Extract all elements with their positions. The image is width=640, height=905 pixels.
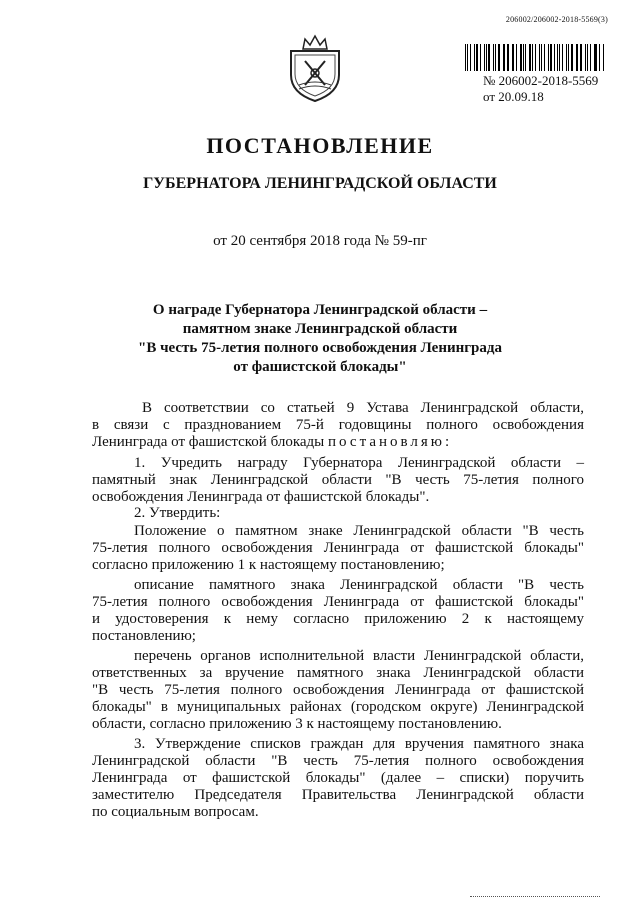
heading-line: от фашистской блокады" — [233, 359, 407, 375]
barcode-bar — [498, 44, 500, 71]
barcode-bar — [550, 44, 552, 71]
barcode-bar — [595, 44, 596, 71]
text-line: области, согласно приложению 3 к настоящему постановлению. — [92, 716, 502, 732]
registration-number: № 206002-2018-5569 — [483, 73, 599, 88]
barcode-bar — [532, 44, 533, 71]
barcode-bar — [568, 44, 569, 71]
barcode-bar — [488, 44, 489, 71]
barcode-bar — [484, 44, 485, 71]
paragraph-preamble — [92, 400, 584, 451]
heading-line: "В честь 75-летия полного освобождения Ленинграда — [138, 340, 502, 356]
barcode-bar — [541, 44, 542, 71]
barcode-bar — [544, 44, 545, 71]
barcode-bar — [594, 44, 595, 71]
text-line: Положение о памятном знаке Ленинградской области "В честь — [134, 523, 584, 539]
document-subtitle: ГУБЕРНАТОРА ЛЕНИНГРАДСКОЙ ОБЛАСТИ — [143, 175, 497, 192]
barcode-bar — [474, 44, 475, 71]
text-line: заместителю Председателя Правительства Ленинградской области — [92, 787, 584, 803]
barcode-bar — [507, 44, 508, 71]
barcode-bar — [577, 44, 578, 71]
text-line: 2. Утвердить: — [134, 505, 221, 521]
barcode-bar — [599, 44, 600, 71]
text-line: В соответствии со статьей 9 Устава Ленинградской области, — [142, 400, 584, 416]
barcode-bar — [512, 44, 513, 71]
barcode-bar — [480, 44, 481, 71]
text-line: Ленинградской области "В честь 75-летия полного освобождения — [92, 753, 584, 769]
barcode — [465, 44, 605, 71]
text-fragment: Ленинграда от фашистской блокады — [92, 434, 325, 450]
text-line: "В честь 75-летия полного освобождения Ленинграда от фашистской — [92, 682, 584, 698]
footer-divider — [470, 896, 600, 897]
barcode-bar — [495, 44, 496, 71]
barcode-bar — [516, 44, 517, 71]
text-line: памятный знак Ленинградской области "В честь 75-летия полного — [92, 472, 584, 488]
barcode-bar — [590, 44, 591, 71]
registration-date: от 20.09.18 — [483, 89, 544, 104]
barcode-bar — [580, 44, 582, 71]
text-line: в связи с празднованием 75-й годовщины полного освобождения — [92, 417, 584, 433]
barcode-bar — [493, 44, 494, 71]
document-date: от 20 сентября 2018 года № 59-пг — [213, 233, 427, 249]
text-line: блокады" в муниципальных районах (городском округе) Ленинградской — [92, 699, 584, 715]
barcode-bar — [587, 44, 588, 71]
barcode-bar — [554, 44, 555, 71]
paragraph-2-item-2 — [92, 577, 584, 645]
barcode-bar — [523, 44, 524, 71]
paragraph-1 — [92, 455, 584, 506]
text-line: 3. Утверждение списков граждан для вручения памятного знака — [134, 736, 584, 752]
text-line: и удостоверения к нему согласно приложению 2 к настоящему — [92, 611, 584, 627]
paragraph-2 — [92, 505, 584, 522]
document-code: 206002/206002-2018-5569(3) — [505, 15, 608, 24]
barcode-bar — [525, 44, 526, 71]
barcode-bar — [486, 44, 487, 71]
coat-of-arms-emblem — [285, 33, 345, 103]
barcode-bar — [557, 44, 558, 71]
barcode-bar — [504, 44, 505, 71]
barcode-bar — [470, 44, 471, 71]
text-line: 75-летия полного освобождения Ленинграда от фашистской блокады" — [92, 540, 584, 556]
text-line: перечень органов исполнительной власти Ленинградской области, — [134, 648, 584, 664]
barcode-bar — [603, 44, 604, 71]
text-line: 75-летия полного освобождения Ленинграда от фашистской блокады" — [92, 594, 584, 610]
text-line: согласно приложению 1 к настоящему постановлению; — [92, 557, 445, 573]
barcode-bar — [559, 44, 560, 71]
text-line: описание памятного знака Ленинградской области "В честь — [134, 577, 584, 593]
barcode-bar — [529, 44, 531, 71]
barcode-bar — [571, 44, 572, 71]
heading-line: О награде Губернатора Ленинградской области – — [152, 302, 488, 318]
barcode-bar — [535, 44, 536, 71]
text-line: освобождения Ленинграда от фашистской блокады". — [92, 489, 430, 505]
text-line: ответственных за вручение памятного знака Ленинградской области — [92, 665, 584, 681]
barcode-bar — [576, 44, 577, 71]
text-line: 1. Учредить награду Губернатора Ленинградской области – — [134, 455, 584, 471]
barcode-bar — [476, 44, 478, 71]
barcode-bar — [513, 44, 514, 71]
paragraph-2-item-1 — [92, 523, 584, 574]
paragraph-3 — [92, 736, 584, 821]
text-line — [92, 434, 584, 451]
barcode-bar — [566, 44, 567, 71]
document-title: ПОСТАНОВЛЕНИЕ — [206, 133, 434, 158]
text-fragment: постановляю: — [328, 434, 453, 450]
barcode-bar — [465, 44, 466, 71]
resolution-heading — [0, 301, 640, 377]
text-line: Ленинграда от фашистской блокады" (далее – списки) поручить — [92, 770, 584, 786]
barcode-bar — [548, 44, 549, 71]
barcode-bar — [585, 44, 586, 71]
barcode-bar — [539, 44, 540, 71]
text-line: по социальным вопросам. — [92, 804, 259, 820]
barcode-bar — [520, 44, 521, 71]
barcode-bar — [503, 44, 504, 71]
barcode-bar — [562, 44, 563, 71]
paragraph-2-item-3 — [92, 648, 584, 733]
text-line: постановлению; — [92, 628, 196, 644]
barcode-bar — [467, 44, 468, 71]
heading-line: памятном знаке Ленинградской области — [182, 321, 458, 337]
